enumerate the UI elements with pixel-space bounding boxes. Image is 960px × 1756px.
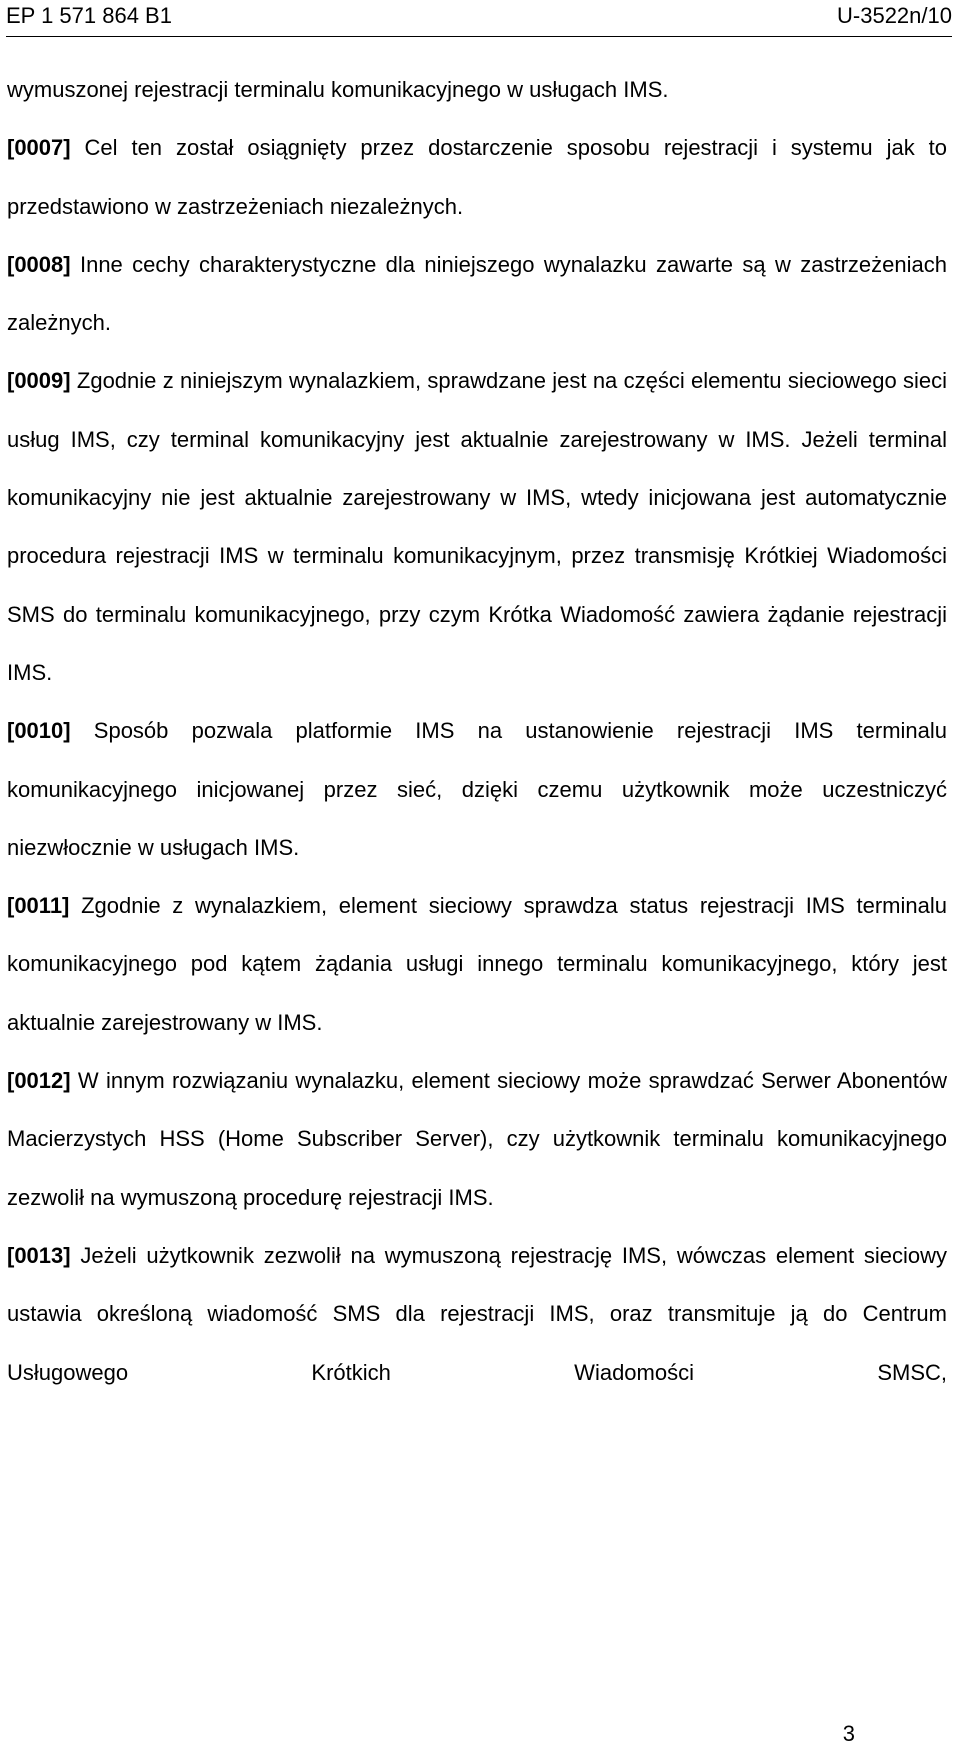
paragraph-number: [0008] [7,251,71,277]
paragraph-number: [0011] [7,893,70,919]
paragraph-0011 [7,877,947,1052]
document-body [7,61,947,1402]
paragraph-0010 [7,702,947,877]
paragraph-number: [0012] [7,1068,71,1094]
paragraph-text: Cel ten został osiągnięty przez dostarczenie sposobu rejestracji i systemu jak to przedstawiono w zastrzeżeniach niezależnych. [7,135,947,219]
paragraph-continuation [7,61,947,119]
paragraph-text: Jeżeli użytkownik zezwolił na wymuszoną rejestrację IMS, wówczas element sieciowy ustawia określoną wiadomość SMS dla rejestracji IMS, oraz transmituje ją do Centrum Usługowego Krótkich Wiadomości SMSC, [7,1242,947,1385]
paragraph-0007 [7,119,947,236]
paragraph-text: Zgodnie z wynalazkiem, element sieciowy sprawdza status rejestracji IMS terminalu komunikacyjnego pod kątem żądania usługi innego terminalu komunikacyjnego, który jest aktualnie zarejestrowany w IMS. [7,893,947,1035]
paragraph-text: Inne cechy charakterystyczne dla niniejszego wynalazku zawarte są w zastrzeżeniach zależnych. [7,251,947,336]
paragraph-number: [0013] [7,1242,71,1268]
paragraph-0013 [7,1227,947,1402]
page-number: 3 [842,1721,855,1746]
paragraph-text: wymuszonej rejestracji terminalu komunikacyjnego w usługach IMS. [7,77,669,102]
paragraph-text: W innym rozwiązaniu wynalazku, element sieciowy może sprawdzać Serwer Abonentów Macierzystych HSS (Home Subscriber Server), czy użytkownik terminalu komunikacyjnego zezwolił na wymuszoną procedurę rejestracji IMS. [7,1068,947,1210]
header-divider [6,36,952,37]
paragraph-number: [0010] [7,718,71,744]
paragraph-0008 [7,236,947,353]
paragraph-text: Sposób pozwala platformie IMS na ustanowienie rejestracji IMS terminalu komunikacyjnego inicjowanej przez sieć, dzięki czemu użytkownik może uczestniczyć niezwłocznie w usługach IMS. [7,718,947,860]
paragraph-number: [0009] [7,368,71,394]
paragraph-text: Zgodnie z niniejszym wynalazkiem, sprawdzane jest na części elementu sieciowego sieci usług IMS, czy terminal komunikacyjny jest aktualnie zarejestrowany w IMS. Jeżeli terminal komunikacyjny nie jest aktualnie zarejestrowany w IMS, wtedy inicjowana jest automatycznie procedura rejestracji IMS w terminalu komunikacyjnym, przez transmisję Krótkiej Wiadomości SMS do terminalu komunikacyjnego, przy czym Krótka Wiadomość zawiera żądanie rejestracji IMS. [7,368,947,685]
paragraph-number: [0007] [7,135,71,161]
paragraph-0012 [7,1052,947,1227]
page-header [6,2,952,38]
document-reference: U-3522n/10 [837,3,952,28]
patent-number: EP 1 571 864 B1 [6,3,172,28]
paragraph-0009 [7,352,947,702]
